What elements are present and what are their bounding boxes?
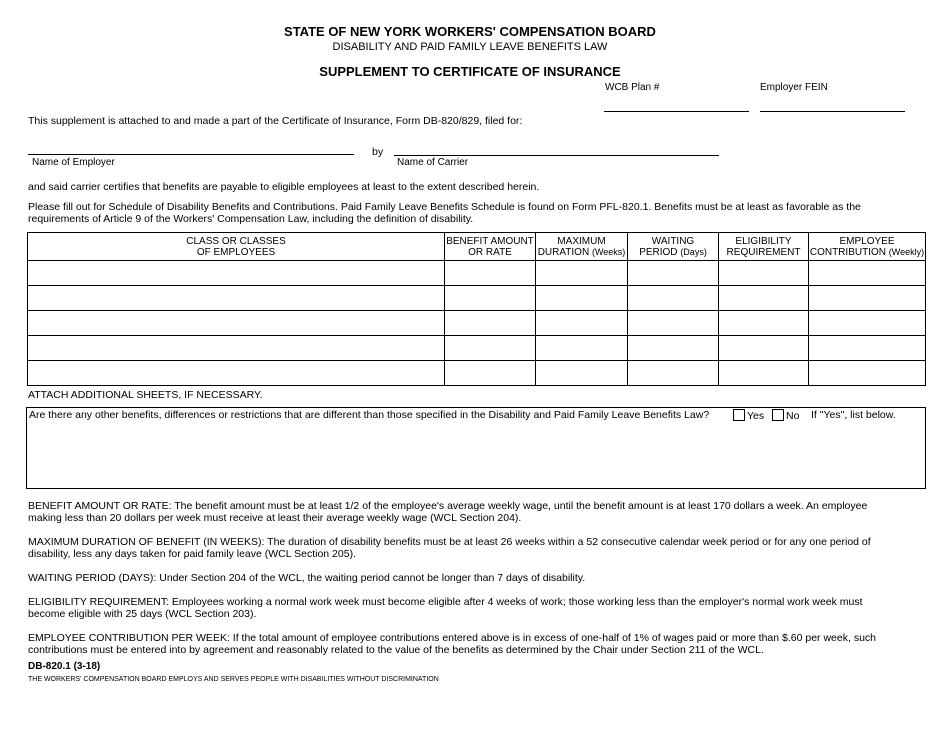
no-label: No — [786, 410, 800, 422]
table-cell[interactable] — [536, 286, 628, 311]
yes-option[interactable] — [733, 409, 764, 422]
col-class-of-employees: CLASS OR CLASSES OF EMPLOYEES — [28, 233, 445, 261]
certifies-text: and said carrier certifies that benefits are payable to eligible employees at least to the extent described herein. — [28, 181, 540, 193]
table-cell[interactable] — [28, 311, 445, 336]
table-row — [28, 336, 926, 361]
table-cell[interactable] — [445, 336, 536, 361]
carrier-name-label: Name of Carrier — [397, 157, 469, 168]
table-cell[interactable] — [809, 361, 926, 386]
table-row — [28, 361, 926, 386]
table-cell[interactable] — [28, 361, 445, 386]
attach-note: ATTACH ADDITIONAL SHEETS, IF NECESSARY. — [28, 389, 263, 401]
intro-attached-text: This supplement is attached to and made a part of the Certificate of Insurance, Form DB-820/829, filed for: — [28, 115, 523, 127]
instructions-line-1: Please fill out for Schedule of Disability Benefits and Contributions. Paid Family Leave Benefits Schedule is found on Form PFL-820.1. Benefits must be at least as favorable as the — [28, 201, 861, 213]
table-cell[interactable] — [809, 261, 926, 286]
table-row — [28, 261, 926, 286]
law-subtitle: DISABILITY AND PAID FAMILY LEAVE BENEFITS LAW — [332, 41, 608, 53]
table-cell[interactable] — [628, 336, 719, 361]
col-waiting-period: WAITING PERIOD (Days) — [628, 233, 719, 261]
other-benefits-question: Are there any other benefits, differences or restrictions that are different than those specified in the Disability and Paid Family Leave Benefits Law? — [29, 409, 710, 421]
non-discrimination-notice: THE WORKERS' COMPENSATION BOARD EMPLOYS AND SERVES PEOPLE WITH DISABILITIES WITHOUT DISCRIMINATION — [28, 676, 439, 683]
table-cell[interactable] — [536, 336, 628, 361]
wcb-plan-label: WCB Plan # — [605, 82, 660, 93]
table-cell[interactable] — [628, 286, 719, 311]
table-cell[interactable] — [719, 361, 809, 386]
instructions-line-2: requirements of Article 9 of the Workers' Compensation Law, including the definition of disability. — [28, 213, 474, 225]
table-cell[interactable] — [28, 336, 445, 361]
no-option[interactable] — [772, 409, 799, 422]
wcb-plan-field[interactable] — [604, 111, 749, 112]
table-cell[interactable] — [719, 336, 809, 361]
form-id: DB-820.1 (3-18) — [28, 661, 101, 672]
waiting-definition: WAITING PERIOD (DAYS): Under Section 204 of the WCL, the waiting period cannot be longer than 7 days of disability. — [28, 572, 586, 584]
agency-title: STATE OF NEW YORK WORKERS' COMPENSATION BOARD — [284, 24, 656, 39]
contribution-definition-line-2: contributions must be entered into by agreement and reasonably related to the value of the benefits as determined by the Chair under Section 211 of the WCL. — [28, 644, 764, 656]
duration-definition-line-1: MAXIMUM DURATION OF BENEFIT (IN WEEKS): The duration of disability benefits must be at least 26 weeks within a 52 consecutive calendar week period or for any one period of — [28, 536, 871, 548]
by-label: by — [372, 146, 384, 158]
table-cell[interactable] — [28, 261, 445, 286]
employer-name-field[interactable] — [28, 154, 354, 155]
table-cell[interactable] — [445, 311, 536, 336]
table-cell[interactable] — [719, 286, 809, 311]
carrier-name-field[interactable] — [394, 155, 719, 156]
employer-name-label: Name of Employer — [32, 157, 115, 168]
table-cell[interactable] — [445, 361, 536, 386]
table-cell[interactable] — [628, 361, 719, 386]
col-employee-contribution: EMPLOYEE CONTRIBUTION (Weekly) — [809, 233, 926, 261]
duration-definition-line-2: disability, less any days taken for paid family leave (WCL Section 205). — [28, 548, 356, 560]
table-cell[interactable] — [536, 261, 628, 286]
eligibility-definition-line-1: ELIGIBILITY REQUIREMENT: Employees working a normal work week must become eligible after 4 weeks of work; those working less than the employer's normal work week must — [28, 596, 863, 608]
col-benefit-amount: BENEFIT AMOUNT OR RATE — [445, 233, 536, 261]
table-cell[interactable] — [28, 286, 445, 311]
table-cell[interactable] — [809, 336, 926, 361]
table-cell[interactable] — [628, 311, 719, 336]
benefit-definition-line-1: BENEFIT AMOUNT OR RATE: The benefit amount must be at least 1/2 of the employee's average weekly wage, until the benefit amount is at least 170 dollars a week. An employee — [28, 500, 868, 512]
yes-label: Yes — [747, 410, 765, 422]
table-cell[interactable] — [719, 261, 809, 286]
employer-fein-field[interactable] — [760, 111, 905, 112]
no-checkbox[interactable] — [772, 409, 784, 421]
table-cell[interactable] — [445, 261, 536, 286]
table-cell[interactable] — [536, 361, 628, 386]
col-maximum-duration: MAXIMUM DURATION (Weeks) — [536, 233, 628, 261]
col-eligibility-requirement: ELIGIBILITY REQUIREMENT — [719, 233, 809, 261]
table-cell[interactable] — [445, 286, 536, 311]
table-cell[interactable] — [809, 286, 926, 311]
table-cell[interactable] — [536, 311, 628, 336]
employer-fein-label: Employer FEIN — [760, 82, 828, 93]
table-cell[interactable] — [628, 261, 719, 286]
table-cell[interactable] — [719, 311, 809, 336]
table-row — [28, 286, 926, 311]
if-yes-instruction: If "Yes", list below. — [811, 409, 896, 421]
table-header-row — [28, 233, 926, 261]
eligibility-definition-line-2: become eligible with 25 days (WCL Section 203). — [28, 608, 257, 620]
yes-checkbox[interactable] — [733, 409, 745, 421]
table-row — [28, 311, 926, 336]
form-title: SUPPLEMENT TO CERTIFICATE OF INSURANCE — [319, 64, 621, 79]
benefit-definition-line-2: making less than 20 dollars per week must receive at least their average weekly wage (WCL Section 204). — [28, 512, 522, 524]
benefits-schedule-table — [27, 232, 926, 386]
table-cell[interactable] — [809, 311, 926, 336]
contribution-definition-line-1: EMPLOYEE CONTRIBUTION PER WEEK: If the total amount of employee contributions entered above is in excess of one-half of 1% of wages paid or more than $.60 per week, such — [28, 632, 876, 644]
